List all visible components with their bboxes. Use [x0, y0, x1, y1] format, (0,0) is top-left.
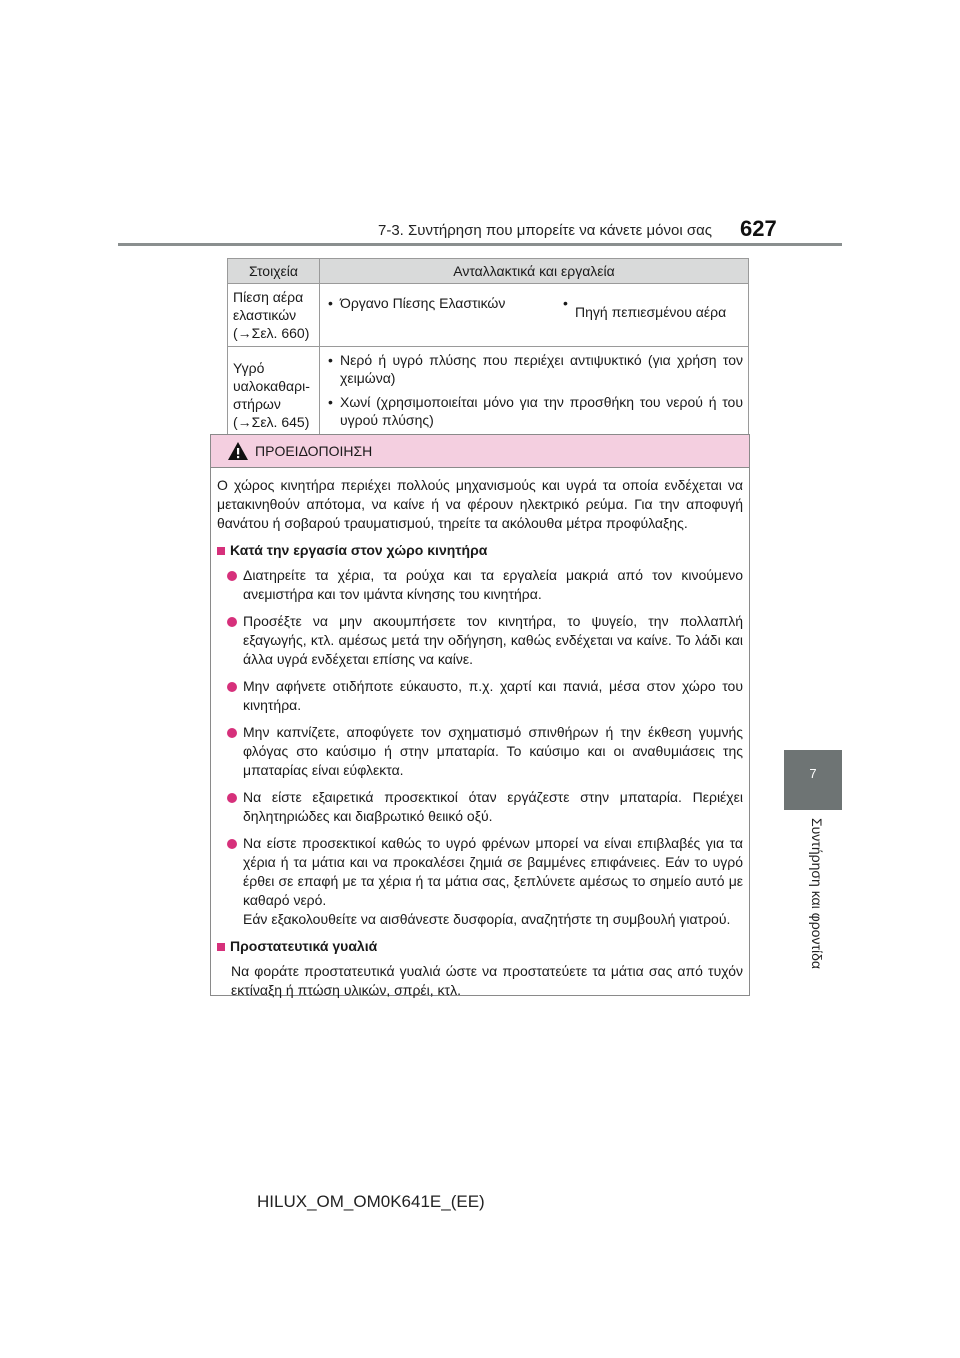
square-bullet-icon [217, 943, 225, 951]
tools-cell [320, 347, 749, 436]
table-header-row [228, 259, 749, 284]
chapter-title: Συντήρηση και φροντίδα [809, 818, 825, 969]
chapter-tab: 7 [784, 750, 842, 810]
section-text: Να φοράτε προστατευτικά γυαλιά ώστε να προστατεύετε τα μάτια σας από τυχόν εκτίναξη ή πτώση υλικών, σπρέι, κτλ. [231, 963, 743, 998]
list-item: Να είστε προσεκτικοί καθώς το υγρό φρένων μπορεί να είναι επιβλαβές για τα χέρια ή τα μάτια και να προκαλέσει ζημιά σε βαμμένες επιφάνειες. Εάν το υγρό έρθει σε επαφή με τα χέρια ή τα μάτια σας, ξεπλύνετε αμέσως το σημείο αυτό με καθαρό νερό. Εάν εξακολουθείτε να αισθάνεστε δυσφορία, αναζητήστε τη συμβουλή γιατρού. [217, 834, 743, 929]
tool-item: • Χωνί (χρησιμοποιείται μόνο για την προσθήκη του νερού ή του υγρού πλύσης) [325, 393, 743, 429]
square-bullet-icon [217, 547, 225, 555]
warning-intro: Ο χώρος κινητήρα περιέχει πολλούς μηχανισμούς και υγρά τα οποία ενδέχεται να μετακινηθούν απότομα, να καίνε ή να φέρουν ηλεκτρικό ρεύμα. Για την αποφυγή θανάτου ή σοβαρού τραυματισμού, τηρείτε τα ακόλουθα μέτρα προφύλαξης. [217, 477, 743, 531]
circle-bullet-icon [227, 839, 237, 849]
item-line: Υγρό υαλοκαθαρι- [233, 360, 310, 394]
list-item: Μην καπνίζετε, αποφύγετε τον σχηματισμό σπινθήρων ή την έκθεση γυμνής φλόγας στο καύσιμο ή στην μπαταρία. Το καύσιμο και οι αναθυμιάσεις της μπαταρίας είναι εύφλεκτα. [217, 723, 743, 780]
tool-item: • Όργανο Πίεσης Ελαστικών [325, 294, 560, 312]
column-header-items: Στοιχεία [228, 259, 320, 284]
column-header-tools: Ανταλλακτικά και εργαλεία [320, 259, 749, 284]
tool-item: • Πηγή πεπιεσμένου αέρα [560, 294, 743, 321]
circle-bullet-icon [227, 571, 237, 581]
tool-item: • Νερό ή υγρό πλύσης που περιέχει αντιψυκτικό (για χρήση τον χειμώνα) [325, 351, 743, 387]
list-item: Μην αφήνετε οτιδήποτε εύκαυστο, π.χ. χαρτί και πανιά, μέσα στον χώρο του κινητήρα. [217, 677, 743, 715]
section-heading [217, 937, 743, 956]
warning-header [211, 435, 749, 468]
tools-cell [320, 284, 749, 347]
list-item: Να είστε εξαιρετικά προσεκτικοί όταν εργάζεστε στην μπαταρία. Περιέχει δηλητηριώδες και διαβρωτικό θειικό οξύ. [217, 788, 743, 826]
circle-bullet-icon [227, 682, 237, 692]
item-line: ελαστικών [233, 307, 297, 323]
item-cell [228, 284, 320, 347]
table-row [228, 284, 749, 347]
list-item: Διατηρείτε τα χέρια, τα ρούχα και τα εργαλεία μακριά από τον κινούμενο ανεμιστήρα και τον ιμάντα κίνησης του κινητήρα. [217, 566, 743, 604]
item-page-ref: (→Σελ. 645) [233, 414, 310, 430]
item-line: Πίεση αέρα [233, 289, 304, 305]
section-title: 7-3. Συντήρηση που μπορείτε να κάνετε μόνοι σας [378, 222, 712, 239]
header-divider [118, 243, 842, 246]
warning-title: ΠΡΟΕΙΔΟΠΟΙΗΣΗ [255, 442, 373, 459]
circle-bullet-icon [227, 617, 237, 627]
section-heading [217, 541, 743, 560]
table-row [228, 347, 749, 436]
circle-bullet-icon [227, 793, 237, 803]
page-number: 627 [740, 216, 777, 241]
document-code: HILUX_OM_OM0K641E_(EE) [257, 1192, 485, 1211]
list-item: Προσέξτε να μην ακουμπήσετε τον κινητήρα, το ψυγείο, την πολλαπλή εξαγωγής, κτλ. αμέσως μετά την οδήγηση, καθώς ενδέχεται να καίνε. Το λάδι και άλλα υγρά ενδέχεται επίσης να καίνε. [217, 612, 743, 669]
circle-bullet-icon [227, 728, 237, 738]
warning-triangle-icon [227, 441, 249, 461]
item-cell [228, 347, 320, 436]
item-page-ref: (→Σελ. 660) [233, 325, 310, 341]
item-line: στήρων [233, 396, 281, 412]
parts-table [227, 258, 749, 436]
warning-box [210, 434, 750, 996]
section-heading-text: Προστατευτικά γυαλιά [230, 938, 378, 954]
section-heading-text: Κατά την εργασία στον χώρο κινητήρα [230, 542, 488, 558]
